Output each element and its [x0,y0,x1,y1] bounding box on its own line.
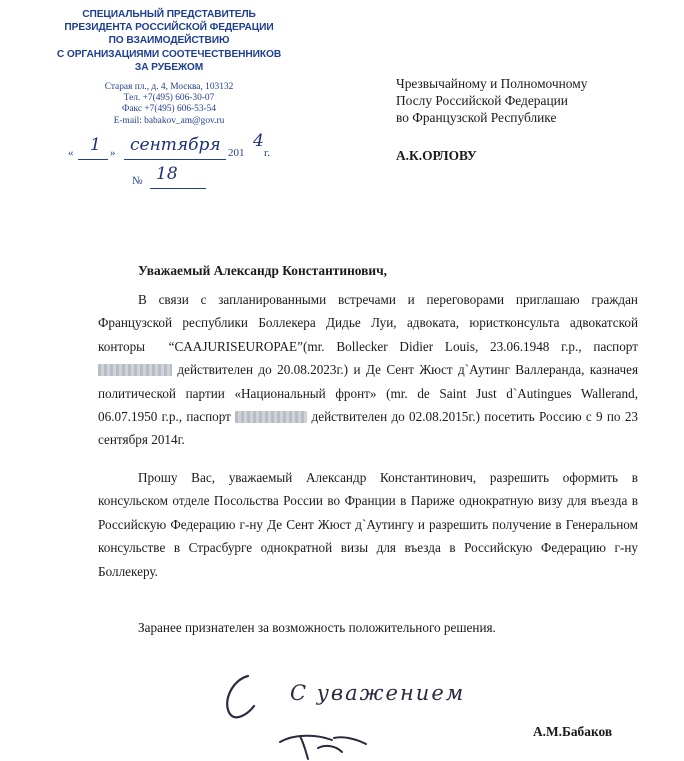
addressee-line: во Французской Республике [396,110,557,125]
paragraph-text: действителен до 02.08.2015г.) посетить Россию с 9 по 23 сентября 2014г. [98,409,639,448]
handwritten-closing-strokes [214,662,474,761]
body-paragraph-invitation [98,288,638,452]
date-year-suffix: г. [264,147,271,159]
addressee-line: Послу Российской Федерации [396,93,568,108]
date-year-prefix: 201 [228,147,245,159]
letterhead-title-line: ПО ВЗАИМОДЕЙСТВИЮ [108,35,230,47]
letterhead-fax: Факс +7(495) 606-53-54 [121,104,217,115]
addressee-line: Чрезвычайному и Полномочному [396,76,588,91]
date-month-underline [124,159,226,160]
date-line [68,131,288,161]
letterhead-title-line: С ОРГАНИЗАЦИЯМИ СООТЕЧЕСТВЕННИКОВ [56,48,282,60]
handwritten-closing: С уважением [290,681,466,705]
letterhead-title-line: СПЕЦИАЛЬНЫЙ ПРЕДСТАВИТЕЛЬ [82,9,256,20]
letterhead-title [46,8,292,74]
letterhead [46,8,292,127]
redacted-passport-number [98,364,172,376]
date-close-quote: » [110,147,116,159]
salutation: Уважаемый Александр Константинович, [138,263,388,278]
paragraph-text: В связи с запланированными встречами и переговорами приглашаю граждан Французской республики Боллекера Дидье Луи, адвоката, юристконсульта адвокатской конторы “CAAJURISEUROPAE”(mr. Bollecker Didier Louis, 23.06.1948 г.р., паспорт [98,292,638,354]
signatory-name: А.М.Бабаков [533,724,613,739]
number-value-handwritten: 18 [156,164,178,184]
letterhead-title-line: ПРЕЗИДЕНТА РОССИЙСКОЙ ФЕДЕРАЦИИ [64,22,274,34]
date-open-quote: « [68,147,74,159]
letterhead-title-line: ЗА РУБЕЖОМ [134,61,204,73]
letterhead-address: Старая пл., д. 4, Москва, 103132 [104,82,234,93]
number-label: № [132,175,143,187]
closing-capital-stroke [227,676,254,717]
paragraph-text: действителен до 20.08.2023г.) и Де Сент Жюст д`Аутинг Валлеранда, казначея политической партии «Национальный фронт» (mr. de Saint Just d`Autingues Wallerand, 06.07.1950 г.р., паспорт [98,362,639,425]
number-line [132,164,212,187]
addressee-name: А.К.ОРЛОВУ [396,148,477,163]
date-month-handwritten: сентября [130,135,221,155]
redacted-passport-number [235,411,307,423]
body-paragraph-closing: Заранее признателен за возможность положительного решения. [138,620,496,635]
number-underline [150,188,206,189]
date-year-digit-handwritten: 4 [253,131,264,151]
date-day-underline [78,159,108,160]
letterhead-phone: Тел. +7(495) 606-30-07 [123,93,215,104]
letterhead-contacts [46,82,292,127]
signature-stroke [280,736,366,759]
letterhead-email: E-mail: babakov_am@gov.ru [113,115,225,126]
date-day-handwritten: 1 [90,135,101,155]
addressee-block [396,75,666,164]
body-paragraph-request: Прошу Вас, уважаемый Александр Константинович, разрешить оформить в консульском отделе Посольства России во Франции в Париже однократную визу для въезда в Российскую Федерацию г-ну Де Сент Жюст д`Аутингу и разрешить получение в Генеральном консульстве в Страсбурге однократной визы для въезда в Российскую Федерацию г-ну Боллекеру. [98,470,638,579]
